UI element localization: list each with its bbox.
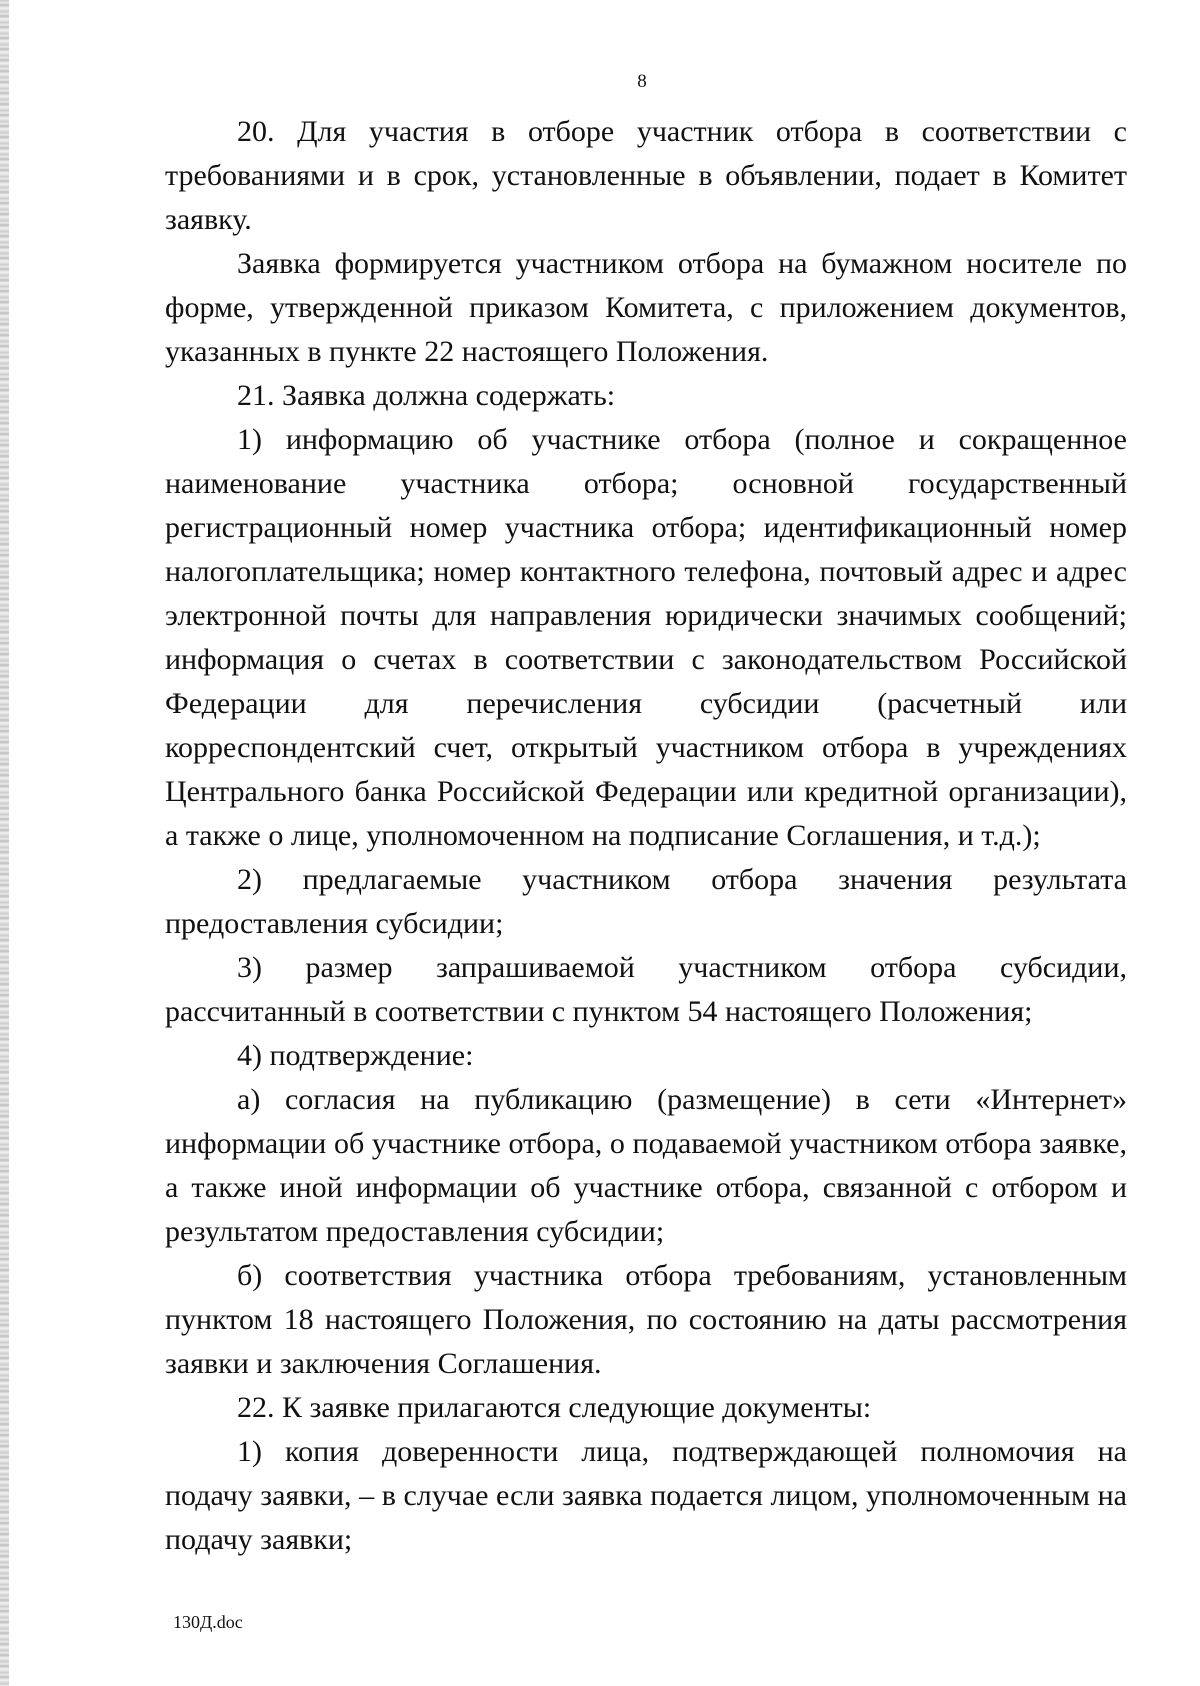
list-item-1-participant-info: 1) информацию об участнике отбора (полное и сокращенное наименование участника отбора; основной государственный регистрационный номер участника отбора; идентификационный номер налогоплательщика; номер контактного телефона, почтовый адрес и адрес электронной почты для направления юридически значимых сообщений; информация о счетах в соответствии с законодательством Российской Федерации для перечисления субсидии (расчетный или корреспондентский счет, открытый участником отбора в учреждениях Центрального банка Российской Федерации или кредитной организации), а также о лице, уполномоченном на подписание Соглашения, и т.д.); <box>165 423 1127 852</box>
paragraph-22: 22. К заявке прилагаются следующие документы: <box>237 1391 872 1424</box>
list-item-1-power-of-attorney: 1) копия доверенности лица, подтверждающей полномочия на подачу заявки, – в случае если заявка подается лицом, уполномоченным на подачу заявки; <box>165 1435 1127 1556</box>
list-item-4-confirmation: 4) подтверждение: <box>237 1039 474 1072</box>
footer-filename: 130Д.doc <box>173 1612 243 1632</box>
list-item-3-subsidy-amount: 3) размер запрашиваемой участником отбора субсидии, рассчитанный в соответствии с пунктом 54 настоящего Положения; <box>165 951 1127 1028</box>
paragraph-20: 20. Для участия в отборе участник отбора в соответствии с требованиями и в срок, установленные в объявлении, подает в Комитет заявку. <box>165 115 1127 236</box>
sub-item-a-consent: а) согласия на публикацию (размещение) в сети «Интернет» информации об участнике отбора, о подаваемой участником отбора заявке, а также иной информации об участнике отбора, связанной с отбором и результатом предоставления субсидии; <box>165 1083 1127 1248</box>
sub-item-b-compliance: б) соответствия участника отбора требованиям, установленным пунктом 18 настоящего Положения, по состоянию на даты рассмотрения заявки и заключения Соглашения. <box>165 1259 1127 1380</box>
scan-edge <box>0 0 9 1686</box>
document-body <box>165 110 1127 1562</box>
page-number: 8 <box>637 71 647 92</box>
list-item-2-result-values: 2) предлагаемые участником отбора значения результата предоставления субсидии; <box>165 863 1127 940</box>
paragraph-21: 21. Заявка должна содержать: <box>237 379 616 412</box>
paragraph-application-form: Заявка формируется участником отбора на бумажном носителе по форме, утвержденной приказом Комитета, с приложением документов, указанных в пункте 22 настоящего Положения. <box>165 247 1127 368</box>
